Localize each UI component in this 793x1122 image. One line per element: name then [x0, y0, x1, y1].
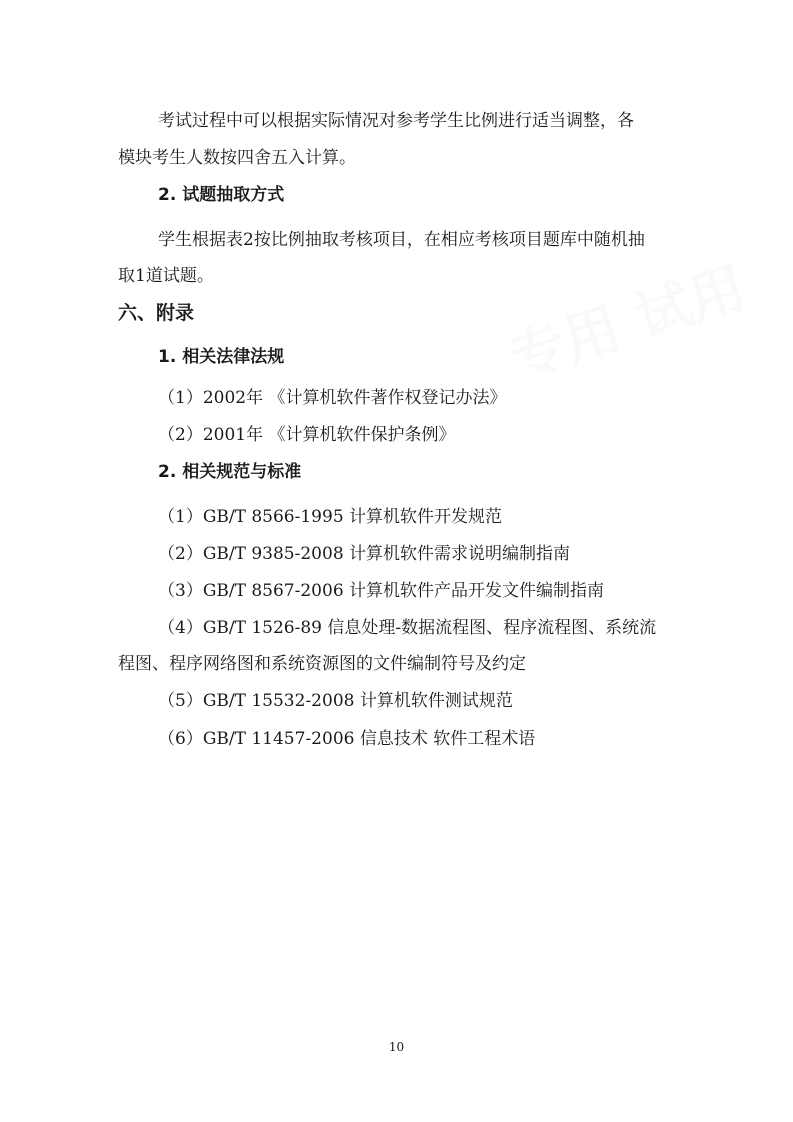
paragraph-1-line-1: 考试过程中可以根据实际情况对参考学生比例进行适当调整，各 — [158, 111, 634, 131]
paragraph-1-line-2: 模块考生人数按四舍五入计算。 — [118, 148, 356, 168]
standard-item-6: （6）GB/T 11457-2006 信息技术 软件工程术语 — [158, 729, 536, 749]
standard-item-5: （5）GB/T 15532-2008 计算机软件测试规范 — [158, 691, 513, 711]
law-item-1: （1）2002年 《计算机软件著作权登记办法》 — [158, 388, 507, 408]
standard-item-3: （3）GB/T 8567-2006 计算机软件产品开发文件编制指南 — [158, 581, 605, 601]
page-number: 10 — [388, 1040, 405, 1054]
standard-item-4: （4）GB/T 1526-89 信息处理-数据流程图、程序流程图、系统流 — [158, 618, 657, 638]
paragraph-2-line-2: 取1道试题。 — [118, 266, 214, 286]
heading-extract-method: 2. 试题抽取方式 — [158, 185, 285, 205]
heading-standards: 2. 相关规范与标准 — [158, 462, 302, 482]
watermark-text: 专用 试用 — [502, 254, 755, 392]
standard-item-1: （1）GB/T 8566-1995 计算机软件开发规范 — [158, 507, 503, 527]
paragraph-2-line-1: 学生根据表2按比例抽取考核项目，在相应考核项目题库中随机抽 — [158, 230, 645, 250]
standard-item-4-continued: 程图、程序网络图和系统资源图的文件编制符号及约定 — [118, 654, 526, 674]
law-item-2: （2）2001年 《计算机软件保护条例》 — [158, 425, 456, 445]
appendix-title: 六、附录 — [118, 302, 195, 324]
heading-laws: 1. 相关法律法规 — [158, 347, 285, 367]
standard-item-2: （2）GB/T 9385-2008 计算机软件需求说明编制指南 — [158, 544, 571, 564]
